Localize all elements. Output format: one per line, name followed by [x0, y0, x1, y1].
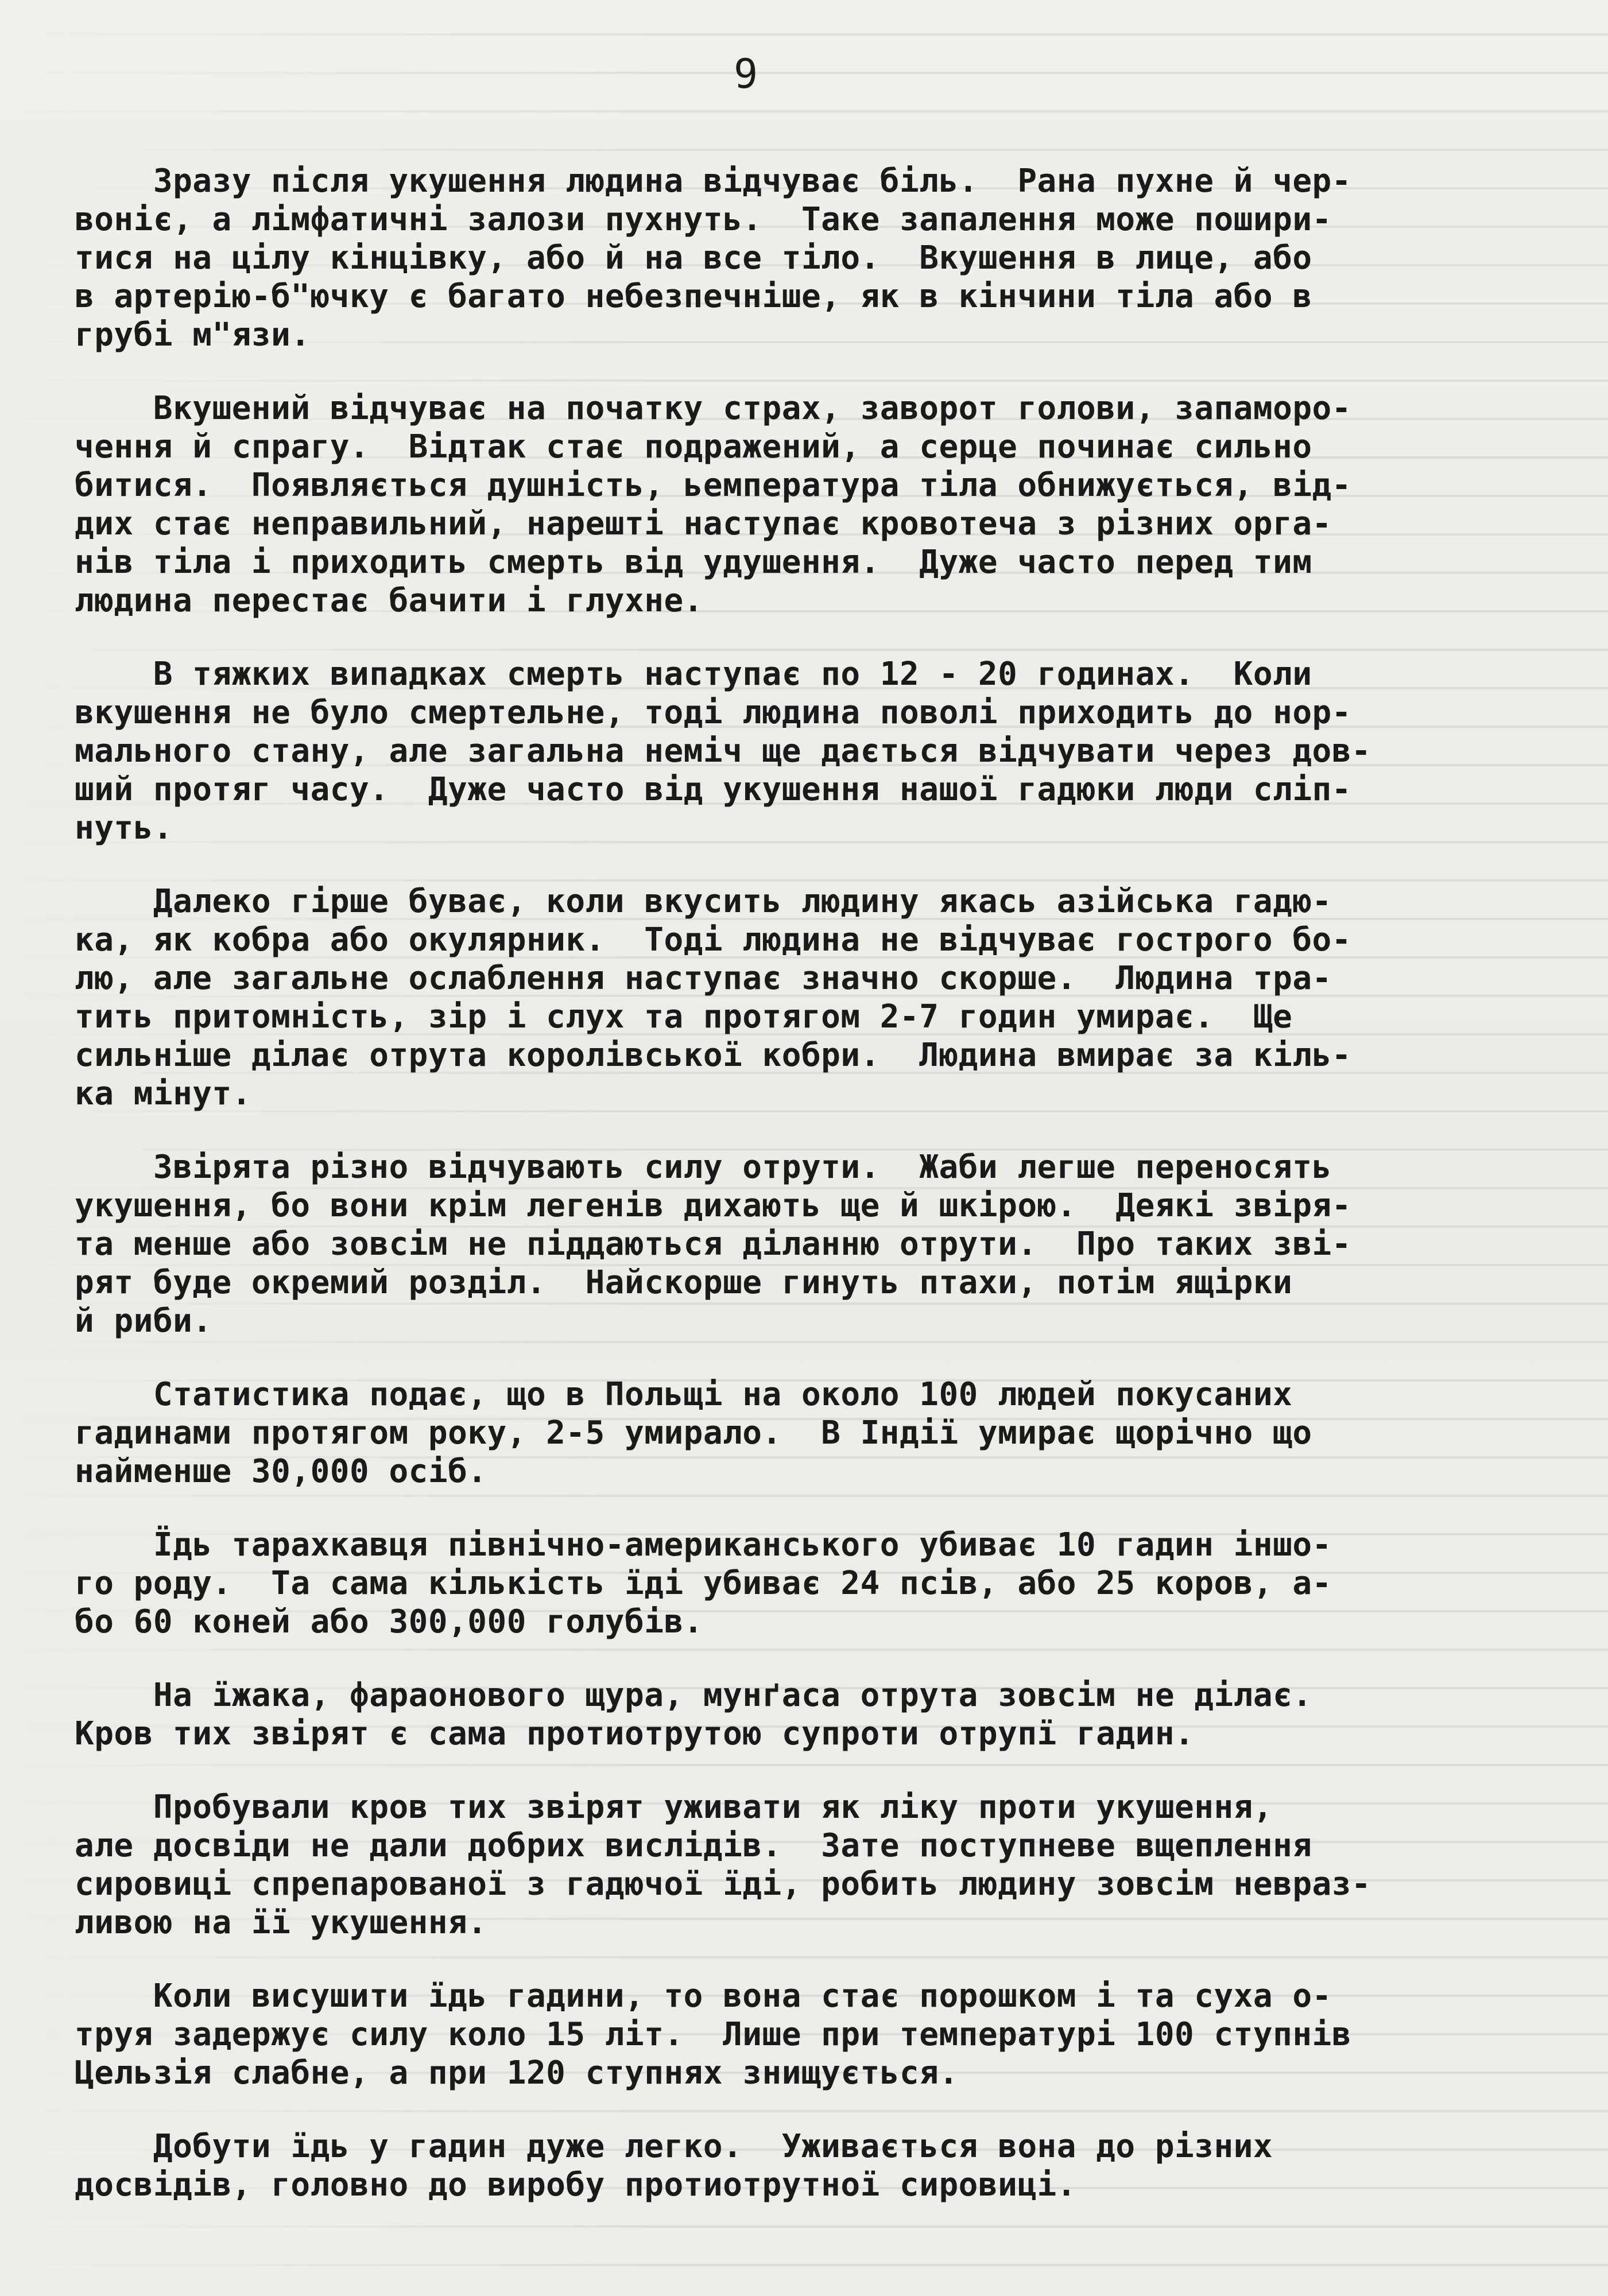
- paragraph-3: [75, 655, 1544, 847]
- paragraph-2: [75, 389, 1544, 620]
- text-line: нуть.: [75, 809, 173, 847]
- text-line: битися. Появляється душність, ьемпература тіла обнижується, від-: [75, 467, 1351, 504]
- text-line: чення й спрагу. Відтак стає подражений, а серце починає сильно: [75, 428, 1312, 466]
- text-line: грубі м"язи.: [75, 316, 311, 354]
- paragraph-6: [75, 1375, 1544, 1491]
- text-line: досвідів, головно до виробу протиотрутної сировиці.: [75, 2166, 1076, 2204]
- text-line: людина перестає бачити і глухне.: [75, 582, 703, 619]
- text-line: але досвіди не дали добрих вислідів. Зате поступневе вщеплення: [75, 1827, 1312, 1864]
- text-line: укушення, бо вони крім легенів дихають ще й шкірою. Деякі звіря-: [75, 1187, 1351, 1224]
- text-line: Цельзія слабне, а при 120 ступнях знищується.: [75, 2054, 959, 2092]
- text-line: Коли висушити їдь гадини, то вона стає порошком і та суха о-: [75, 1977, 1332, 2015]
- text-line: ка, як кобра або окулярник. Тоді людина не відчуває гострого бо-: [75, 921, 1351, 959]
- text-line: тися на цілу кінцівку, або й на все тіло. Вкушення в лице, або: [75, 239, 1312, 277]
- page-number: 9: [734, 51, 758, 98]
- paragraph-10: [75, 1977, 1544, 2092]
- text-line: Їдь тарахкавця північно-американського убиває 10 гадин іншо-: [75, 1526, 1332, 1564]
- paragraph-7: [75, 1526, 1544, 1641]
- text-line: лю, але загальне ослаблення наступає значно скорше. Людина тра-: [75, 960, 1332, 997]
- text-line: воніє, а лімфатичні залози пухнуть. Таке запалення може пошири-: [75, 201, 1332, 238]
- text-line: тить притомність, зір і слух та протягом 2-7 годин умирає. Ще: [75, 998, 1293, 1035]
- paragraph-9: [75, 1788, 1544, 1942]
- paragraph-5: [75, 1148, 1544, 1340]
- text-line: нів тіла і приходить смерть від удушення. Дуже часто перед тим: [75, 544, 1312, 581]
- text-line: ливою на її укушення.: [75, 1904, 487, 1941]
- paragraph-8: [75, 1676, 1544, 1753]
- text-line: Далеко гірше буває, коли вкусить людину якась азійська гадю-: [75, 883, 1332, 920]
- text-line: вкушення не було смертельне, тоді людина поволі приходить до нор-: [75, 694, 1351, 731]
- text-line: Вкушений відчуває на початку страх, заворот голови, запаморо-: [75, 390, 1351, 427]
- text-line: рят буде окремий розділ. Найскорше гинуть птахи, потім ящірки: [75, 1264, 1293, 1301]
- text-line: Статистика подає, що в Польщі на около 100 людей покусаних: [75, 1376, 1293, 1413]
- text-line: В тяжких випадках смерть наступає по 12 - 20 годинах. Коли: [75, 656, 1312, 693]
- text-line: ка мінут.: [75, 1075, 251, 1112]
- text-line: труя задержує силу коло 15 літ. Лише при температурі 100 ступнів: [75, 2016, 1351, 2053]
- body-text: [75, 162, 1544, 2239]
- paragraph-1: [75, 162, 1544, 354]
- text-line: сильніше ділає отрута королівської кобри. Людина вмирає за кіль-: [75, 1037, 1351, 1074]
- text-line: го роду. Та сама кількість їді убиває 24 псів, або 25 коров, а-: [75, 1565, 1332, 1602]
- text-line: гадинами протягом року, 2-5 умирало. В Індії умирає щорічно що: [75, 1414, 1312, 1452]
- paragraph-4: [75, 882, 1544, 1113]
- text-line: ший протяг часу. Дуже часто від укушення нашої гадюки люди сліп-: [75, 771, 1351, 808]
- text-line: Добути їдь у гадин дуже легко. Уживається вона до різних: [75, 2128, 1273, 2165]
- text-line: мального стану, але загальна неміч ще дається відчувати через дов-: [75, 732, 1371, 770]
- text-line: Звірята різно відчувають силу отрути. Жаби легше переносять: [75, 1149, 1332, 1186]
- text-line: бо 60 коней або 300,000 голубів.: [75, 1603, 703, 1640]
- text-line: в артерію-б"ючку є багато небезпечніше, як в кінчини тіла або в: [75, 278, 1312, 315]
- text-line: Кров тих звірят є сама протиотрутою супроти отрупї гадин.: [75, 1715, 1195, 1752]
- text-line: Пробували кров тих звірят уживати як ліку проти укушення,: [75, 1789, 1273, 1826]
- text-line: сировиці спрепарованої з гадючої їді, робить людину зовсім невраз-: [75, 1865, 1371, 1903]
- text-line: На їжака, фараонового щура, мунґаса отрута зовсім не ділає.: [75, 1677, 1312, 1714]
- text-line: Зразу після укушення людина відчуває біль. Рана пухне й чер-: [75, 162, 1351, 200]
- text-line: та менше або зовсім не піддаються діланню отрути. Про таких зві-: [75, 1225, 1351, 1263]
- text-line: й риби.: [75, 1302, 212, 1340]
- paragraph-11: [75, 2127, 1544, 2204]
- text-line: найменше 30,000 осіб.: [75, 1453, 487, 1490]
- text-line: дих стає неправильний, нарешті наступає кровотеча з різних орга-: [75, 505, 1332, 542]
